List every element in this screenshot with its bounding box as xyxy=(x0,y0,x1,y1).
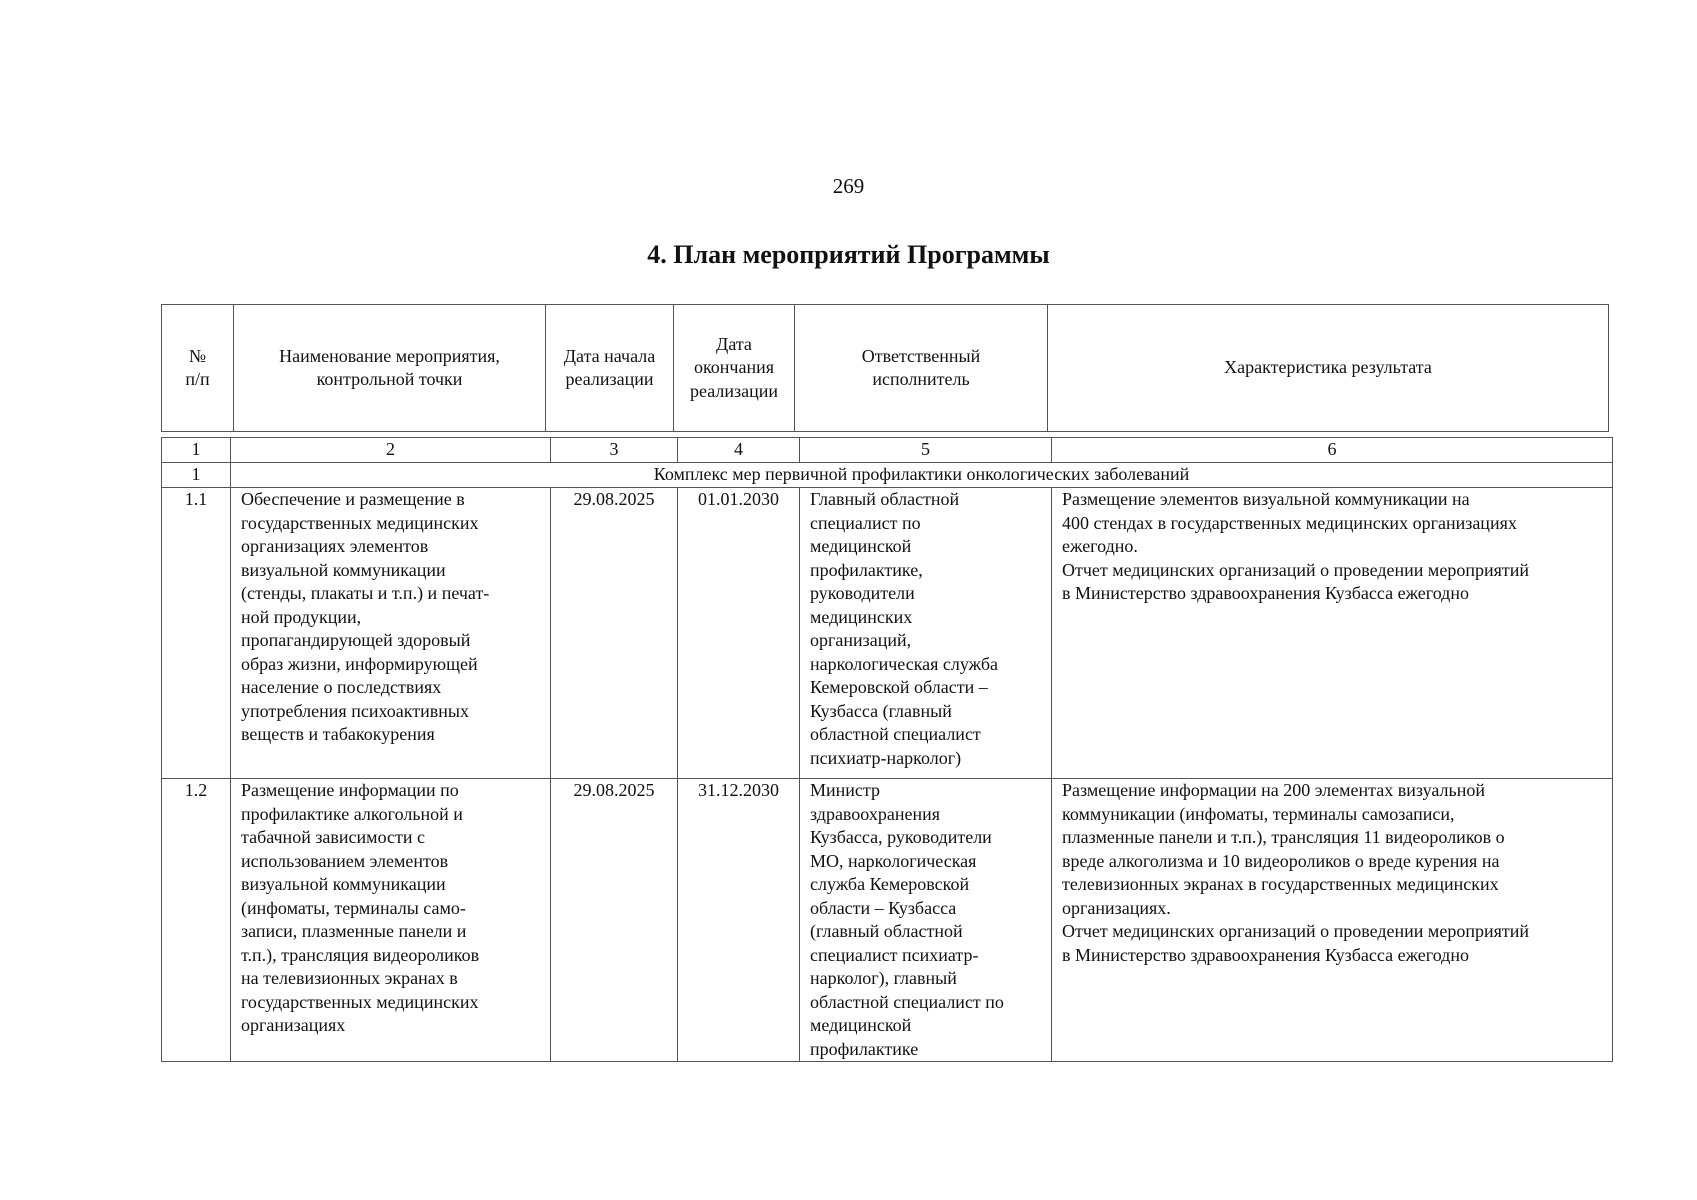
column-numbers-row xyxy=(162,438,1613,463)
responsible: Министр здравоохранения Кузбасса, руководители МО, наркологическая служба Кемеровской области – Кузбасса (главный областной специалист психиатр- нарколог), главный областной специалист по медицинской профилактике xyxy=(800,779,1052,1062)
row-number: 1.2 xyxy=(162,779,231,1062)
column-number: 5 xyxy=(800,438,1052,463)
result: Размещение информации на 200 элементах визуальной коммуникации (инфоматы, терминалы самозаписи, плазменные панели и т.п.), трансляция 11 видеороликов о вреде алкоголизма и 10 видеороликов о вреде курения на телевизионных экранах в государственных медицинских организациях. Отчет медицинских организаций о проведении мероприятий в Министерство здравоохранения Кузбасса ежегодно xyxy=(1052,779,1613,1062)
header-event-name: Наименование мероприятия, контрольной точки xyxy=(234,305,546,432)
table-row xyxy=(162,779,1613,1062)
start-date: 29.08.2025 xyxy=(551,779,678,1062)
header-end-date: Дата окончания реализации xyxy=(674,305,795,432)
header-number: № п/п xyxy=(162,305,234,432)
header-result: Характеристика результата xyxy=(1048,305,1609,432)
result: Размещение элементов визуальной коммуникации на 400 стендах в государственных медицинских организациях ежегодно. Отчет медицинских организаций о проведении мероприятий в Министерство здравоохранения Кузбасса ежегодно xyxy=(1052,488,1613,779)
column-number: 2 xyxy=(231,438,551,463)
header-responsible: Ответственный исполнитель xyxy=(795,305,1048,432)
column-number: 3 xyxy=(551,438,678,463)
section-number: 1 xyxy=(162,463,231,488)
section-title: Комплекс мер первичной профилактики онкологических заболеваний xyxy=(231,463,1613,488)
plan-table xyxy=(161,437,1613,1062)
event-name: Обеспечение и размещение в государственных медицинских организациях элементов визуальной коммуникации (стенды, плакаты и т.п.) и печат- ной продукции, пропагандирующей здоровый образ жизни, информирующей население о последствиях употребления психоактивных веществ и табакокурения xyxy=(231,488,551,779)
page-number: 269 xyxy=(832,174,865,198)
end-date: 31.12.2030 xyxy=(678,779,800,1062)
row-number: 1.1 xyxy=(162,488,231,779)
table-header xyxy=(161,304,1609,432)
header-start-date: Дата начала реализации xyxy=(546,305,674,432)
event-name: Размещение информации по профилактике алкогольной и табачной зависимости с использованием элементов визуальной коммуникации (инфоматы, терминалы само- записи, плазменные панели и т.п.), трансляция видеороликов на телевизионных экранах в государственных медицинских организациях xyxy=(231,779,551,1062)
column-number: 6 xyxy=(1052,438,1613,463)
page-title: 4. План мероприятий Программы xyxy=(647,240,1050,269)
section-row xyxy=(162,463,1613,488)
column-number: 1 xyxy=(162,438,231,463)
table-row xyxy=(162,488,1613,779)
responsible: Главный областной специалист по медицинской профилактике, руководители медицинских организаций, наркологическая служба Кемеровской области – Кузбасса (главный областной специалист психиатр-нарколог) xyxy=(800,488,1052,779)
start-date: 29.08.2025 xyxy=(551,488,678,779)
column-number: 4 xyxy=(678,438,800,463)
end-date: 01.01.2030 xyxy=(678,488,800,779)
